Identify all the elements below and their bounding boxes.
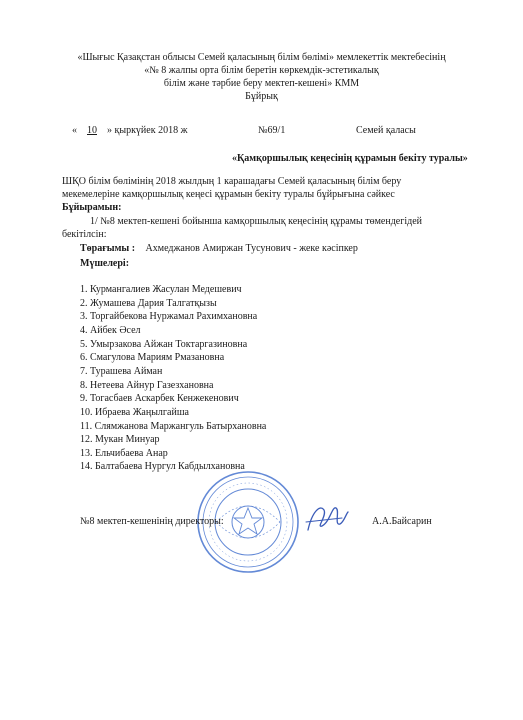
director-label: №8 мектеп-кешенінің директоры: [80, 516, 224, 527]
preamble-line-2: мекемелеріне камқоршылық кеңесі құрамын бекіту туралы бұйрығына сәйкес [62, 189, 395, 200]
list-item: 11. Слямжанова Маржангуль Батырхановна [80, 421, 267, 432]
order-city: Семей қаласы [356, 125, 416, 136]
list-item: 10. Ибраева Жаңылгайша [80, 407, 189, 418]
date-open: « [72, 125, 77, 136]
clause-line-1: 1/ №8 мектеп-кешені бойынша камқоршылық кеңесінің құрамы төмендегідей [90, 216, 422, 227]
list-item: 7. Турашева Айман [80, 366, 163, 377]
signature [302, 500, 352, 538]
list-item: 5. Умырзакова Айжан Токтаргазиновна [80, 339, 248, 350]
director-name: А.А.Байсарин [372, 516, 432, 527]
list-item: 6. Смагулова Мариям Рмазановна [80, 352, 225, 363]
order-number: №69/1 [258, 125, 286, 136]
date-day: 10 [87, 125, 97, 136]
list-item: 2. Жумашева Дария Талгатқызы [80, 298, 217, 309]
clause-line-2: бекітілсін: [62, 229, 107, 240]
members-heading: Мүшелері: [80, 258, 130, 269]
date-rest: » қыркүйек 2018 ж [107, 125, 188, 136]
list-item: 4. Айбек Әсел [80, 325, 141, 336]
order-subject: «Қамқоршылық кеңесінің құрамын бекіту туралы» [232, 153, 468, 164]
header-line-4: Бұйрық [245, 91, 278, 102]
list-item: 1. Курмангалиев Жасулан Медешевич [80, 284, 242, 295]
list-item: 8. Нетеева Айнур Газезхановна [80, 380, 214, 391]
list-item: 13. Ельчибаева Анар [80, 448, 168, 459]
list-item: 3. Торгайбекова Нуржамал Рахимхановна [80, 311, 258, 322]
chair-value: Ахмеджанов Амиржан Тусунович - жеке кәсіпкер [145, 243, 358, 254]
list-item: 14. Балтабаева Нургул Кабдылхановна [80, 461, 245, 472]
preamble-line-1: ШҚО білім бөлімінің 2018 жылдың 1 карашадағы Семей қаласының білім беру [62, 176, 402, 187]
order-date [72, 125, 188, 137]
list-item: 9. Тогасбаев Аскарбек Кенжекенович [80, 393, 239, 404]
list-item: 12. Мукан Минуар [80, 434, 160, 445]
header-line-2: «№ 8 жалпы орта білім беретін көркемдік-эстетикалық [144, 65, 379, 76]
chair-label: Төрағымы : [80, 243, 136, 254]
header-line-3: білім және тәрбие беру мектеп-кешені» КММ [163, 78, 360, 89]
header-line-1: «Шығыс Қазақстан облысы Семей қаласының білім бөлімі» мемлекеттік мектебесінің [77, 52, 446, 63]
order-heading: Бұйырамын: [62, 202, 122, 213]
chair-row [80, 243, 358, 255]
